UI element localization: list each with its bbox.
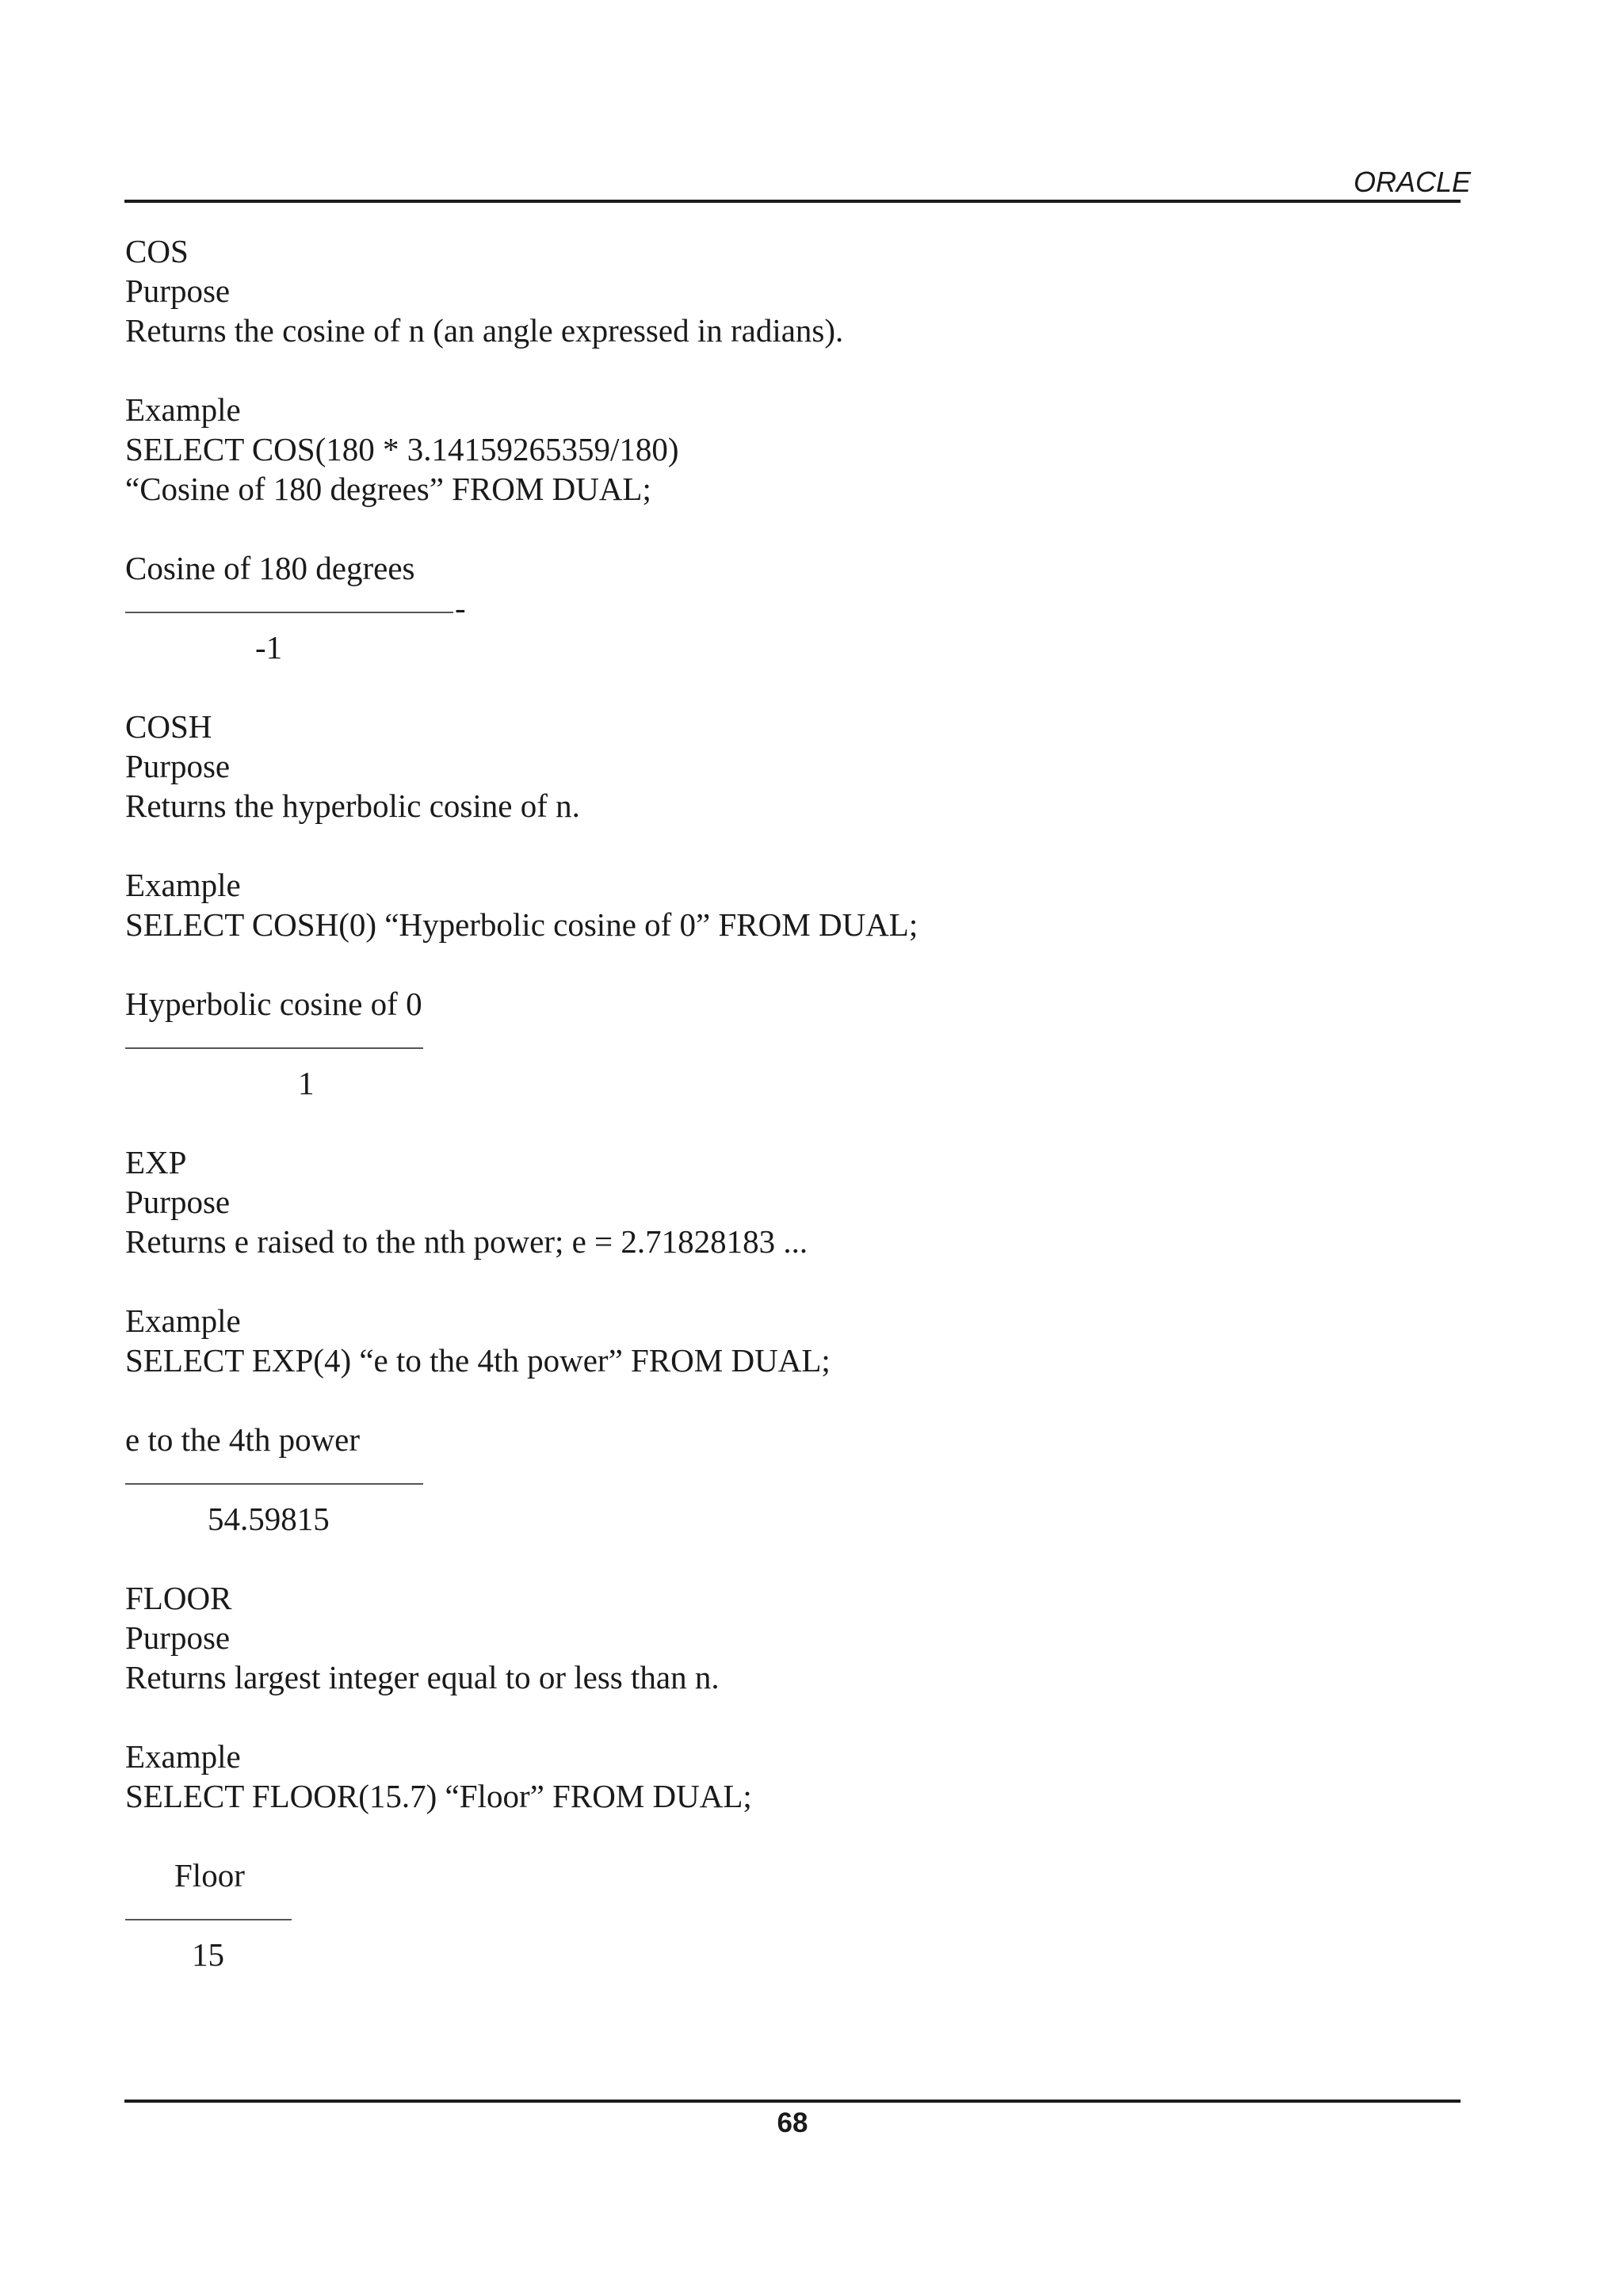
page-number: 68 xyxy=(777,2107,808,2138)
function-name: EXP xyxy=(125,1144,187,1180)
running-header: ORACLE xyxy=(1353,166,1471,198)
example-label: Example xyxy=(125,1302,241,1339)
example-label: Example xyxy=(125,391,241,428)
result-value: -1 xyxy=(255,629,283,666)
function-name: COSH xyxy=(125,708,212,745)
footer-rule xyxy=(124,2100,1461,2103)
purpose-label: Purpose xyxy=(125,1184,231,1220)
result-underline xyxy=(125,1483,423,1485)
query-line: SELECT COSH(0) “Hyperbolic cosine of 0” FROM DUAL; xyxy=(125,906,918,943)
result-heading: Cosine of 180 degrees xyxy=(125,550,415,586)
purpose-label: Purpose xyxy=(125,1619,231,1656)
purpose-text: Returns e raised to the nth power; e = 2.71828183 ... xyxy=(125,1223,808,1260)
example-label: Example xyxy=(125,1738,241,1775)
query-line: “Cosine of 180 degrees” FROM DUAL; xyxy=(125,471,651,507)
result-underline xyxy=(125,1919,292,1920)
query-line: SELECT EXP(4) “e to the 4th power” FROM DUAL; xyxy=(125,1342,831,1379)
purpose-text: Returns the hyperbolic cosine of n. xyxy=(125,788,580,824)
result-underline xyxy=(125,1047,423,1049)
result-value: 15 xyxy=(192,1936,224,1973)
query-line: SELECT COS(180 * 3.14159265359/180) xyxy=(125,431,679,467)
function-name: FLOOR xyxy=(125,1580,232,1616)
query-line: SELECT FLOOR(15.7) “Floor” FROM DUAL; xyxy=(125,1778,752,1814)
purpose-text: Returns the cosine of n (an angle expressed in radians). xyxy=(125,312,844,349)
result-heading: e to the 4th power xyxy=(125,1421,361,1458)
header-rule xyxy=(124,200,1461,203)
result-value: 54.59815 xyxy=(208,1501,330,1537)
result-heading: Hyperbolic cosine of 0 xyxy=(125,986,422,1022)
function-name: COS xyxy=(125,233,189,269)
result-underline xyxy=(125,612,453,613)
result-value: 1 xyxy=(298,1065,315,1101)
purpose-text: Returns largest integer equal to or less than n. xyxy=(125,1659,720,1695)
result-underline-dash: - xyxy=(455,589,466,626)
result-heading: Floor xyxy=(174,1857,245,1894)
purpose-label: Purpose xyxy=(125,273,231,309)
purpose-label: Purpose xyxy=(125,748,231,784)
example-label: Example xyxy=(125,867,241,903)
